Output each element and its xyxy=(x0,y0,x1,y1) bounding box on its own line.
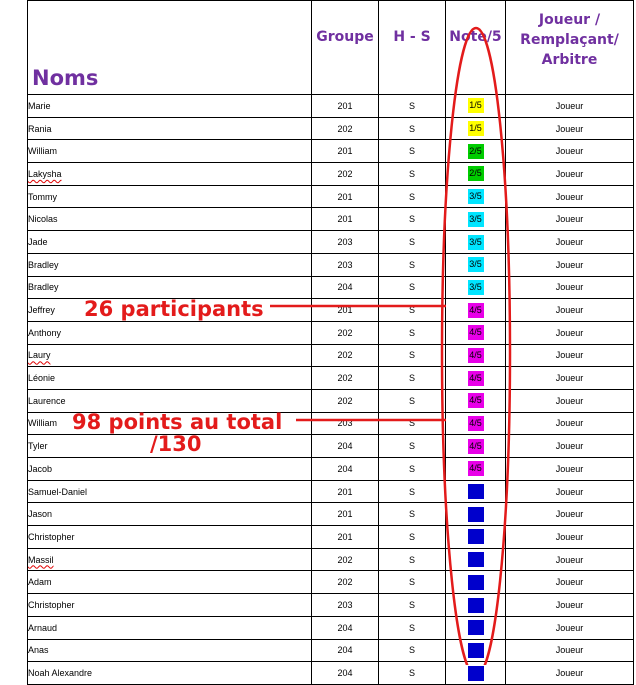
note-badge xyxy=(468,507,484,522)
cell-role[interactable]: Joueur xyxy=(506,185,634,208)
cell-name[interactable] xyxy=(28,503,312,526)
header-group: Groupe xyxy=(312,1,379,95)
cell-hs[interactable]: S xyxy=(379,140,446,163)
note-badge: 1/5 xyxy=(468,121,484,136)
cell-group[interactable]: 202 xyxy=(312,571,379,594)
cell-hs[interactable]: S xyxy=(379,163,446,186)
cell-role[interactable]: Joueur xyxy=(506,639,634,662)
note-badge: 4/5 xyxy=(468,303,484,318)
cell-role[interactable]: Joueur xyxy=(506,412,634,435)
table-header-row xyxy=(28,1,634,95)
note-badge: 3/5 xyxy=(468,257,484,272)
cell-role[interactable]: Joueur xyxy=(506,594,634,617)
cell-group[interactable]: 201 xyxy=(312,299,379,322)
table-row xyxy=(28,208,634,231)
cell-note[interactable] xyxy=(446,231,506,254)
participant-name: Samuel-Daniel xyxy=(28,486,88,497)
table-row xyxy=(28,185,634,208)
cell-role[interactable]: Joueur xyxy=(506,117,634,140)
cell-name[interactable] xyxy=(28,231,312,254)
participant-name: Jade xyxy=(28,236,48,247)
table-row xyxy=(28,662,634,685)
participant-name: William xyxy=(28,418,57,429)
cell-hs[interactable]: S xyxy=(379,321,446,344)
cell-group[interactable]: 201 xyxy=(312,185,379,208)
cell-role[interactable]: Joueur xyxy=(506,321,634,344)
cell-group[interactable]: 204 xyxy=(312,616,379,639)
note-badge xyxy=(468,484,484,499)
header-role-text xyxy=(506,10,633,70)
table-row xyxy=(28,480,634,503)
cell-name[interactable] xyxy=(28,344,312,367)
table-row xyxy=(28,389,634,412)
cell-name[interactable] xyxy=(28,526,312,549)
cell-hs[interactable]: S xyxy=(379,662,446,685)
cell-group[interactable]: 203 xyxy=(312,253,379,276)
note-badge: 2/5 xyxy=(468,166,484,181)
cell-name[interactable] xyxy=(28,253,312,276)
header-role xyxy=(506,1,634,95)
cell-hs[interactable]: S xyxy=(379,571,446,594)
cell-role[interactable]: Joueur xyxy=(506,231,634,254)
cell-group[interactable]: 201 xyxy=(312,95,379,118)
cell-note[interactable] xyxy=(446,594,506,617)
cell-hs[interactable]: S xyxy=(379,412,446,435)
participant-name: Bradley xyxy=(28,259,59,270)
header-hs: H - S xyxy=(379,1,446,95)
cell-role[interactable]: Joueur xyxy=(506,548,634,571)
table-row xyxy=(28,367,634,390)
cell-group[interactable]: 204 xyxy=(312,458,379,481)
cell-hs[interactable]: S xyxy=(379,231,446,254)
total-annotation-line1: 98 points au total xyxy=(72,410,283,434)
note-badge: 4/5 xyxy=(468,439,484,454)
participant-name: Massil xyxy=(28,554,54,565)
participant-name: Lakysha xyxy=(28,168,62,179)
cell-role[interactable]: Joueur xyxy=(506,276,634,299)
cell-role[interactable]: Joueur xyxy=(506,140,634,163)
participant-name: Christopher xyxy=(28,599,75,610)
cell-note[interactable] xyxy=(446,185,506,208)
cell-note[interactable] xyxy=(446,548,506,571)
cell-name[interactable] xyxy=(28,412,312,435)
table-row xyxy=(28,458,634,481)
table-row xyxy=(28,95,634,118)
cell-role[interactable]: Joueur xyxy=(506,253,634,276)
cell-name[interactable] xyxy=(28,435,312,458)
cell-group[interactable]: 202 xyxy=(312,321,379,344)
cell-group[interactable]: 202 xyxy=(312,344,379,367)
cell-name[interactable] xyxy=(28,458,312,481)
cell-hs[interactable]: S xyxy=(379,548,446,571)
cell-role[interactable]: Joueur xyxy=(506,208,634,231)
cell-hs[interactable]: S xyxy=(379,344,446,367)
cell-hs[interactable]: S xyxy=(379,208,446,231)
participant-name: William xyxy=(28,146,57,157)
cell-note[interactable] xyxy=(446,662,506,685)
cell-name[interactable] xyxy=(28,662,312,685)
cell-name[interactable] xyxy=(28,616,312,639)
cell-role[interactable]: Joueur xyxy=(506,458,634,481)
cell-role[interactable]: Joueur xyxy=(506,163,634,186)
cell-note[interactable] xyxy=(446,458,506,481)
cell-name[interactable] xyxy=(28,571,312,594)
cell-group[interactable]: 204 xyxy=(312,435,379,458)
cell-note[interactable] xyxy=(446,639,506,662)
cell-group[interactable]: 201 xyxy=(312,526,379,549)
cell-role[interactable]: Joueur xyxy=(506,616,634,639)
participant-name: Nicolas xyxy=(28,214,58,225)
cell-group[interactable]: 201 xyxy=(312,140,379,163)
cell-hs[interactable]: S xyxy=(379,616,446,639)
cell-name[interactable] xyxy=(28,276,312,299)
cell-hs[interactable]: S xyxy=(379,276,446,299)
note-badge xyxy=(468,552,484,567)
participant-name: Léonie xyxy=(28,373,56,384)
table-row xyxy=(28,616,634,639)
cell-role[interactable]: Joueur xyxy=(506,503,634,526)
cell-hs[interactable]: S xyxy=(379,389,446,412)
cell-group[interactable]: 203 xyxy=(312,594,379,617)
table-row xyxy=(28,571,634,594)
note-badge: 4/5 xyxy=(468,325,484,340)
cell-name[interactable] xyxy=(28,548,312,571)
cell-group[interactable]: 204 xyxy=(312,662,379,685)
participant-name: Rania xyxy=(28,123,52,134)
table-row xyxy=(28,344,634,367)
cell-hs[interactable]: S xyxy=(379,458,446,481)
cell-hs[interactable]: S xyxy=(379,639,446,662)
cell-role[interactable]: Joueur xyxy=(506,571,634,594)
participant-name: Noah Alexandre xyxy=(28,668,93,679)
cell-group[interactable]: 204 xyxy=(312,639,379,662)
note-badge xyxy=(468,666,484,681)
participant-name: Adam xyxy=(28,577,52,588)
participant-name: Anas xyxy=(28,645,49,656)
cell-group[interactable]: 202 xyxy=(312,367,379,390)
header-role-line3: Arbitre xyxy=(541,51,598,68)
cell-hs[interactable]: S xyxy=(379,185,446,208)
cell-note[interactable] xyxy=(446,367,506,390)
note-badge xyxy=(468,575,484,590)
cell-note[interactable] xyxy=(446,208,506,231)
table-row xyxy=(28,299,634,322)
table-row xyxy=(28,526,634,549)
cell-name[interactable] xyxy=(28,367,312,390)
cell-group[interactable]: 202 xyxy=(312,163,379,186)
table-row xyxy=(28,276,634,299)
table-row xyxy=(28,435,634,458)
note-badge: 4/5 xyxy=(468,416,484,431)
cell-note[interactable] xyxy=(446,412,506,435)
participant-name: Jacob xyxy=(28,463,53,474)
note-badge: 3/5 xyxy=(468,235,484,250)
note-badge: 3/5 xyxy=(468,189,484,204)
cell-note[interactable] xyxy=(446,435,506,458)
table-row xyxy=(28,253,634,276)
cell-note[interactable] xyxy=(446,503,506,526)
table-row xyxy=(28,412,634,435)
cell-name[interactable] xyxy=(28,117,312,140)
cell-group[interactable]: 201 xyxy=(312,503,379,526)
cell-note[interactable] xyxy=(446,344,506,367)
total-annotation-line2: /130 xyxy=(150,432,202,456)
cell-role[interactable]: Joueur xyxy=(506,389,634,412)
cell-group[interactable]: 203 xyxy=(312,412,379,435)
table-body xyxy=(28,95,634,685)
cell-note[interactable] xyxy=(446,140,506,163)
cell-name[interactable] xyxy=(28,480,312,503)
table-row xyxy=(28,503,634,526)
cell-name[interactable] xyxy=(28,185,312,208)
participant-name: Jeffrey xyxy=(28,305,55,316)
note-badge: 4/5 xyxy=(468,348,484,363)
cell-name[interactable] xyxy=(28,140,312,163)
cell-name[interactable] xyxy=(28,95,312,118)
note-badge: 3/5 xyxy=(468,280,484,295)
cell-hs[interactable]: S xyxy=(379,526,446,549)
cell-note[interactable] xyxy=(446,616,506,639)
note-badge: 4/5 xyxy=(468,371,484,386)
header-role-line2: Remplaçant/ xyxy=(520,31,619,48)
cell-name[interactable] xyxy=(28,208,312,231)
cell-role[interactable]: Joueur xyxy=(506,526,634,549)
cell-note[interactable] xyxy=(446,299,506,322)
note-badge: 3/5 xyxy=(468,212,484,227)
cell-group[interactable]: 202 xyxy=(312,389,379,412)
participant-name: Christopher xyxy=(28,531,75,542)
note-badge xyxy=(468,529,484,544)
note-badge: 2/5 xyxy=(468,144,484,159)
participant-name: Arnaud xyxy=(28,622,58,633)
cell-hs[interactable]: S xyxy=(379,435,446,458)
cell-note[interactable] xyxy=(446,526,506,549)
note-badge: 1/5 xyxy=(468,98,484,113)
cell-name[interactable] xyxy=(28,163,312,186)
participant-name: Laury xyxy=(28,350,51,361)
cell-note[interactable] xyxy=(446,571,506,594)
cell-group[interactable]: 202 xyxy=(312,117,379,140)
cell-hs[interactable]: S xyxy=(379,253,446,276)
table-row xyxy=(28,594,634,617)
cell-note[interactable] xyxy=(446,117,506,140)
cell-note[interactable] xyxy=(446,253,506,276)
cell-hs[interactable]: S xyxy=(379,117,446,140)
table-row xyxy=(28,163,634,186)
table-row xyxy=(28,548,634,571)
participant-name: Tyler xyxy=(28,441,48,452)
cell-name[interactable] xyxy=(28,594,312,617)
cell-group[interactable]: 204 xyxy=(312,276,379,299)
participant-name: Bradley xyxy=(28,282,59,293)
cell-hs[interactable]: S xyxy=(379,594,446,617)
header-role-line1: Joueur / xyxy=(538,11,601,28)
cell-role[interactable]: Joueur xyxy=(506,435,634,458)
cell-group[interactable]: 203 xyxy=(312,231,379,254)
participants-annotation: 26 participants xyxy=(84,297,264,321)
cell-note[interactable] xyxy=(446,480,506,503)
cell-role[interactable]: Joueur xyxy=(506,367,634,390)
cell-role[interactable]: Joueur xyxy=(506,95,634,118)
note-badge xyxy=(468,643,484,658)
note-badge xyxy=(468,598,484,613)
cell-hs[interactable]: S xyxy=(379,367,446,390)
cell-note[interactable] xyxy=(446,321,506,344)
table-row xyxy=(28,117,634,140)
participant-name: Tommy xyxy=(28,191,57,202)
cell-role[interactable]: Joueur xyxy=(506,662,634,685)
participant-name: Jason xyxy=(28,509,53,520)
cell-name[interactable] xyxy=(28,389,312,412)
cell-note[interactable] xyxy=(446,276,506,299)
header-names: Noms xyxy=(28,1,312,95)
participants-table xyxy=(27,0,634,685)
table-row xyxy=(28,231,634,254)
cell-hs[interactable]: S xyxy=(379,480,446,503)
cell-note[interactable] xyxy=(446,389,506,412)
table-row xyxy=(28,639,634,662)
table-row xyxy=(28,321,634,344)
note-badge: 4/5 xyxy=(468,393,484,408)
cell-hs[interactable]: S xyxy=(379,299,446,322)
cell-note[interactable] xyxy=(446,163,506,186)
cell-group[interactable]: 201 xyxy=(312,208,379,231)
note-badge xyxy=(468,620,484,635)
table-row xyxy=(28,140,634,163)
cell-hs[interactable]: S xyxy=(379,95,446,118)
participant-name: Marie xyxy=(28,100,51,111)
cell-name[interactable] xyxy=(28,639,312,662)
cell-group[interactable]: 201 xyxy=(312,480,379,503)
cell-name[interactable] xyxy=(28,299,312,322)
cell-hs[interactable]: S xyxy=(379,503,446,526)
cell-name[interactable] xyxy=(28,321,312,344)
cell-role[interactable]: Joueur xyxy=(506,299,634,322)
cell-note[interactable] xyxy=(446,95,506,118)
note-badge: 4/5 xyxy=(468,461,484,476)
header-note: Note/5 xyxy=(446,1,506,95)
cell-role[interactable]: Joueur xyxy=(506,344,634,367)
cell-group[interactable]: 202 xyxy=(312,548,379,571)
cell-role[interactable]: Joueur xyxy=(506,480,634,503)
participant-name: Laurence xyxy=(28,395,66,406)
participant-name: Anthony xyxy=(28,327,62,338)
